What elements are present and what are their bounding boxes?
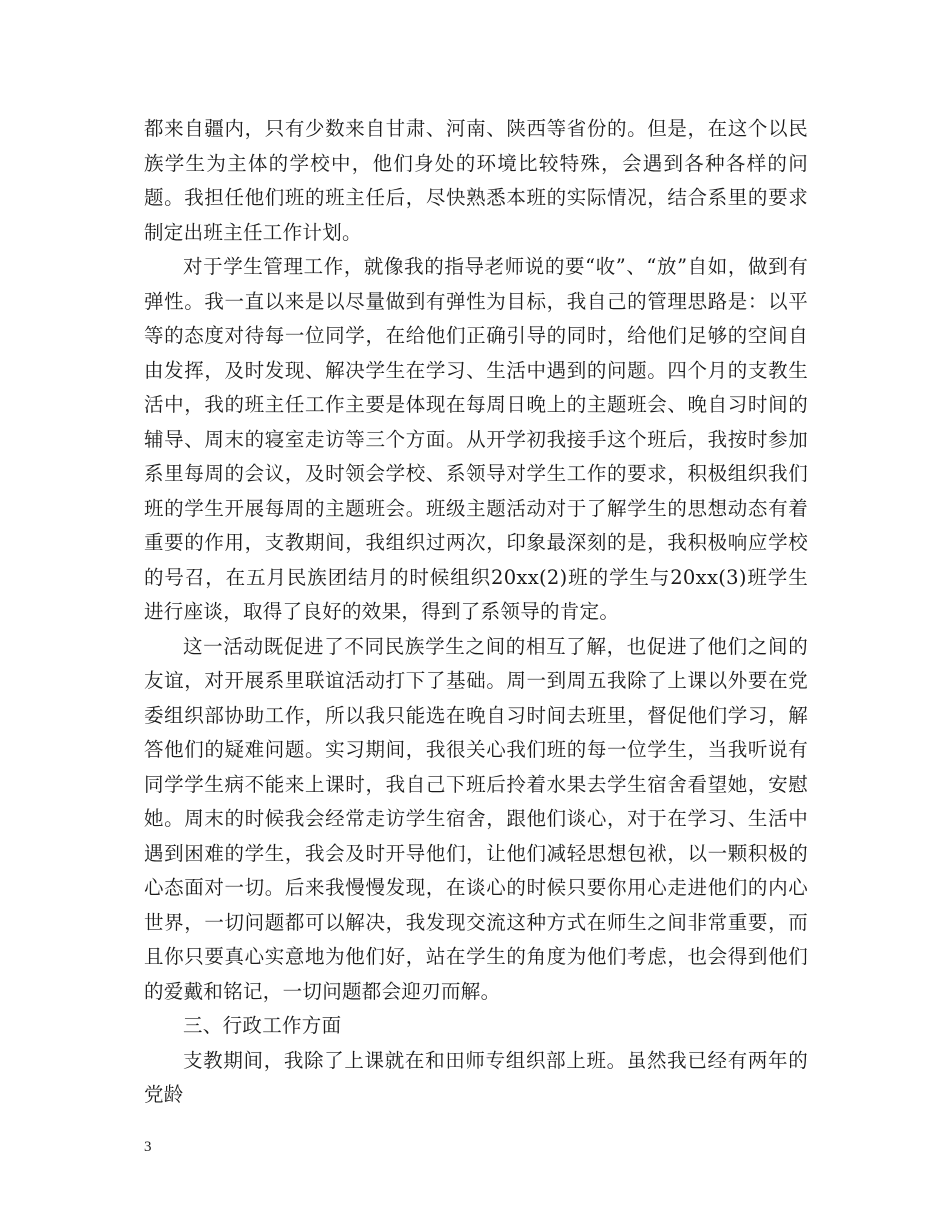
paragraph-administrative-work: 支教期间，我除了上课就在和田师专组织部上班。虽然我已经有两年的党龄 (144, 1048, 808, 1106)
paragraph-continued: 都来自疆内，只有少数来自甘肃、河南、陕西等省份的。但是，在这个以民族学生为主体的学校中，他们身处的环境比较特殊，会遇到各种各样的问题。我担任他们班的班主任后，尽快熟悉本班的实际情况，结合系里的要求制定出班主任工作计划。 (144, 117, 808, 244)
page-number: 3 (144, 1139, 152, 1155)
document-body (144, 112, 808, 1113)
section-heading-administrative-work: 三、行政工作方面 (183, 1014, 342, 1037)
paragraph-activity: 这一活动既促进了不同民族学生之间的相互了解，也促进了他们之间的友谊，对开展系里联谊活动打下了基础。周一到周五我除了上课以外要在党委组织部协助工作，所以我只能选在晚自习时间去班里，督促他们学习，解答他们的疑难问题。实习期间，我很关心我们班的每一位学生，当我听说有同学学生病不能来上课时，我自己下班后拎着水果去学生宿舍看望她，安慰她。周末的时候我会经常走访学生宿舍，跟他们谈心，对于在学习、生活中遇到困难的学生，我会及时开导他们，让他们减轻思想包袱，以一颗积极的心态面对一切。后来我慢慢发现，在谈心的时候只要你用心走进他们的内心世界，一切问题都可以解决，我发现交流这种方式在师生之间非常重要，而且你只要真心实意地为他们好，站在学生的角度为他们考虑，也会得到他们的爱戴和铭记，一切问题都会迎刃而解。 (144, 634, 808, 1003)
paragraph-student-management: 对于学生管理工作，就像我的指导老师说的要“收”、“放”自如，做到有弹性。我一直以来是以尽量做到有弹性为目标，我自己的管理思路是：以平等的态度对待每一位同学，在给他们正确引导的同时，给他们足够的空间自由发挥，及时发现、解决学生在学习、生活中遇到的问题。四个月的支教生活中，我的班主任工作主要是体现在每周日晚上的主题班会、晚自习时间的辅导、周末的寝室走访等三个方面。从开学初我接手这个班后，我按时参加系里每周的会议，及时领会学校、系领导对学生工作的要求，积极组织我们班的学生开展每周的主题班会。班级主题活动对于了解学生的思想动态有着重要的作用，支教期间，我组织过两次，印象最深刻的是，我积极响应学校的号召，在五月民族团结月的时候组织20xx(2)班的学生与20xx(3)班学生进行座谈，取得了良好的效果，得到了系领导的肯定。 (144, 255, 808, 623)
